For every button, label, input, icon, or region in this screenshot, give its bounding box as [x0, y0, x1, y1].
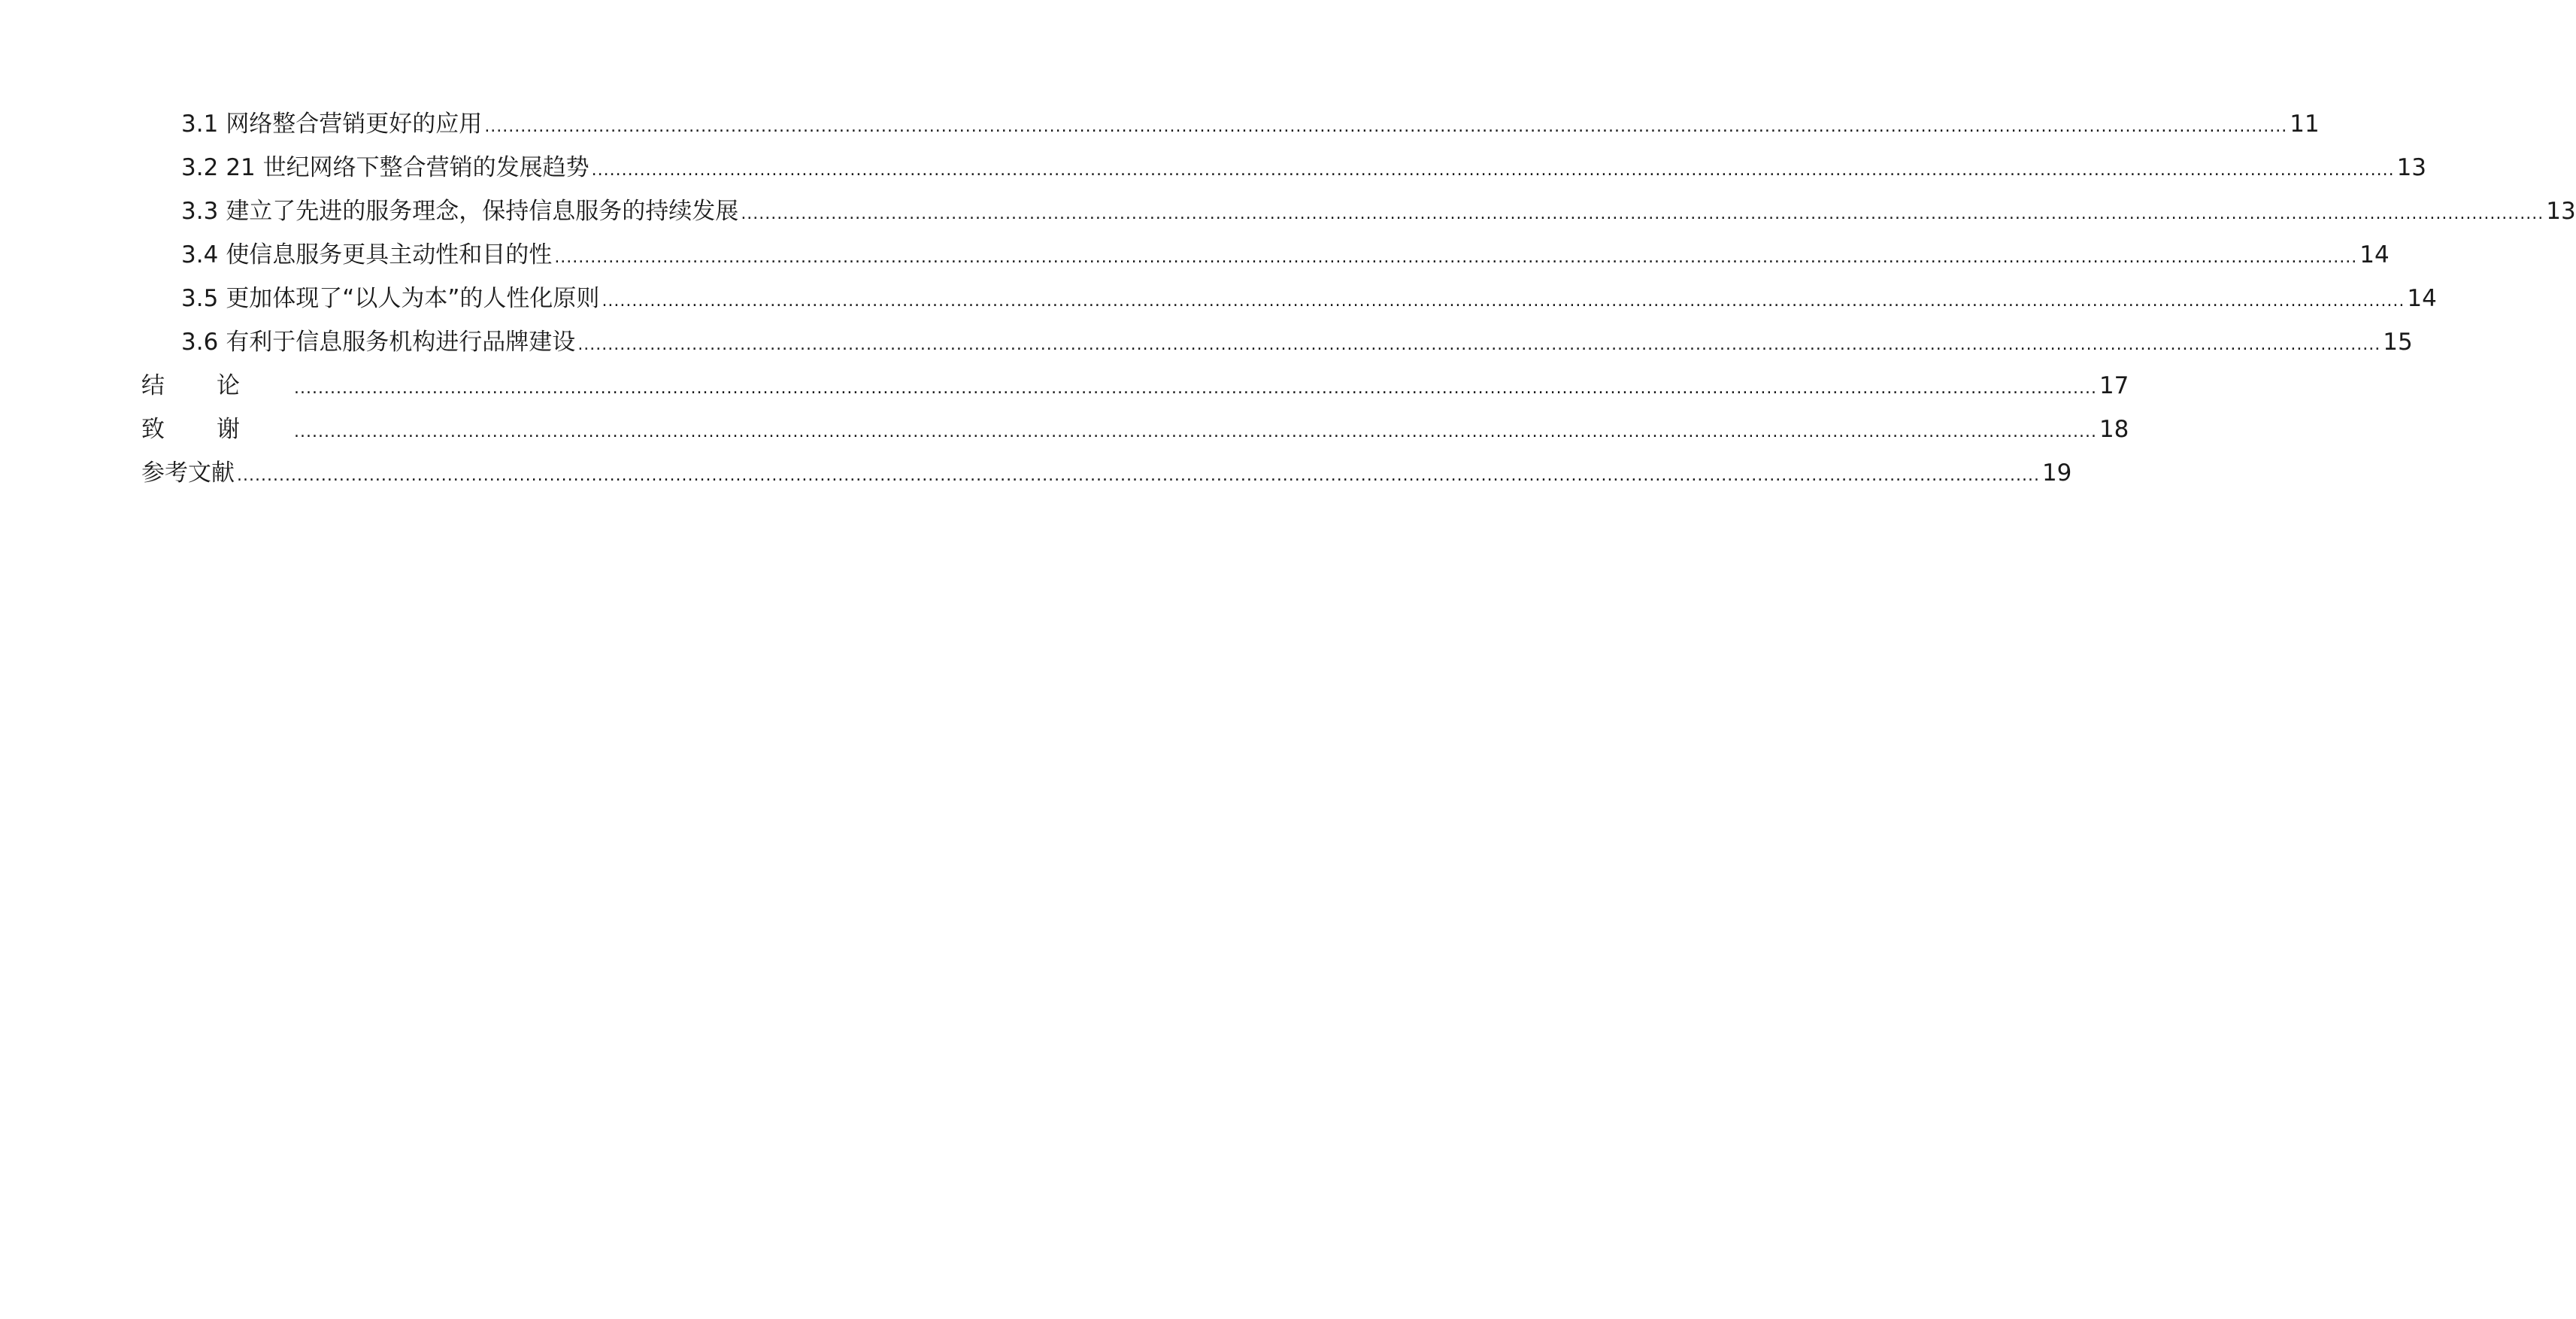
toc-dot-leader: ............................................................................................................................................................................................................................................................................................................ [294, 423, 2097, 441]
toc-entry-number: 3.5 [181, 285, 219, 312]
toc-entry-page: 13 [2546, 198, 2576, 225]
toc-entry-title: 网络整合营销更好的应用 [226, 111, 483, 138]
toc-entry-references[interactable] [141, 454, 2072, 492]
toc-entry-3-5[interactable] [181, 280, 2437, 317]
toc-entry-title: 使信息服务更具主动性和目的性 [226, 241, 553, 268]
toc-entry-page: 13 [2396, 154, 2427, 181]
toc-dot-leader: ............................................................................................................................................................................................................................................................................................................ [554, 248, 2358, 267]
toc-entry-title: 致谢 [141, 416, 292, 443]
toc-entry-number: 3.2 [181, 154, 219, 181]
toc-entry-conclusion[interactable] [141, 367, 2129, 405]
toc-entry-number: 3.6 [181, 329, 219, 356]
toc-dot-leader: ............................................................................................................................................................................................................................................................................................................ [237, 466, 2040, 485]
toc-entry-page: 17 [2099, 372, 2129, 399]
toc-entry-title: 21 世纪网络下整合营销的发展趋势 [226, 154, 589, 181]
toc-entry-page: 15 [2383, 329, 2413, 356]
toc-entry-acknowledgements[interactable] [141, 411, 2129, 448]
toc-entry-number: 3.1 [181, 111, 219, 138]
toc-entry-page: 14 [2407, 285, 2437, 312]
toc-dot-leader: ............................................................................................................................................................................................................................................................................................................ [577, 335, 2381, 354]
toc-dot-leader: ............................................................................................................................................................................................................................................................................................................ [294, 379, 2097, 398]
toc-entry-title: 结论 [141, 372, 292, 399]
toc-entry-3-3[interactable] [181, 193, 2576, 230]
toc-entry-3-4[interactable] [181, 236, 2390, 274]
toc-entry-title: 更加体现了“以人为本”的人性化原则 [226, 285, 600, 312]
toc-entry-number: 3.4 [181, 241, 219, 268]
toc-dot-leader: ............................................................................................................................................................................................................................................................................................................ [484, 117, 2288, 136]
toc-entry-title: 有利于信息服务机构进行品牌建设 [226, 329, 576, 356]
toc-entry-title: 参考文献 [141, 459, 235, 487]
toc-entry-3-1[interactable] [181, 105, 2320, 143]
toc-entry-page: 18 [2099, 416, 2129, 443]
toc-dot-leader: ............................................................................................................................................................................................................................................................................................................ [591, 161, 2395, 180]
toc-entry-3-6[interactable] [181, 323, 2413, 361]
toc-dot-leader: ............................................................................................................................................................................................................................................................................................................ [602, 292, 2405, 311]
toc-entry-page: 19 [2041, 459, 2072, 487]
toc-entry-page: 11 [2290, 111, 2320, 138]
toc-dot-leader: ............................................................................................................................................................................................................................................................................................................ [741, 205, 2544, 223]
toc-entry-title: 建立了先进的服务理念，保持信息服务的持续发展 [226, 198, 739, 225]
toc-entry-number: 3.3 [181, 198, 219, 225]
toc-entry-3-2[interactable] [181, 149, 2427, 186]
toc-entry-page: 14 [2359, 241, 2390, 268]
